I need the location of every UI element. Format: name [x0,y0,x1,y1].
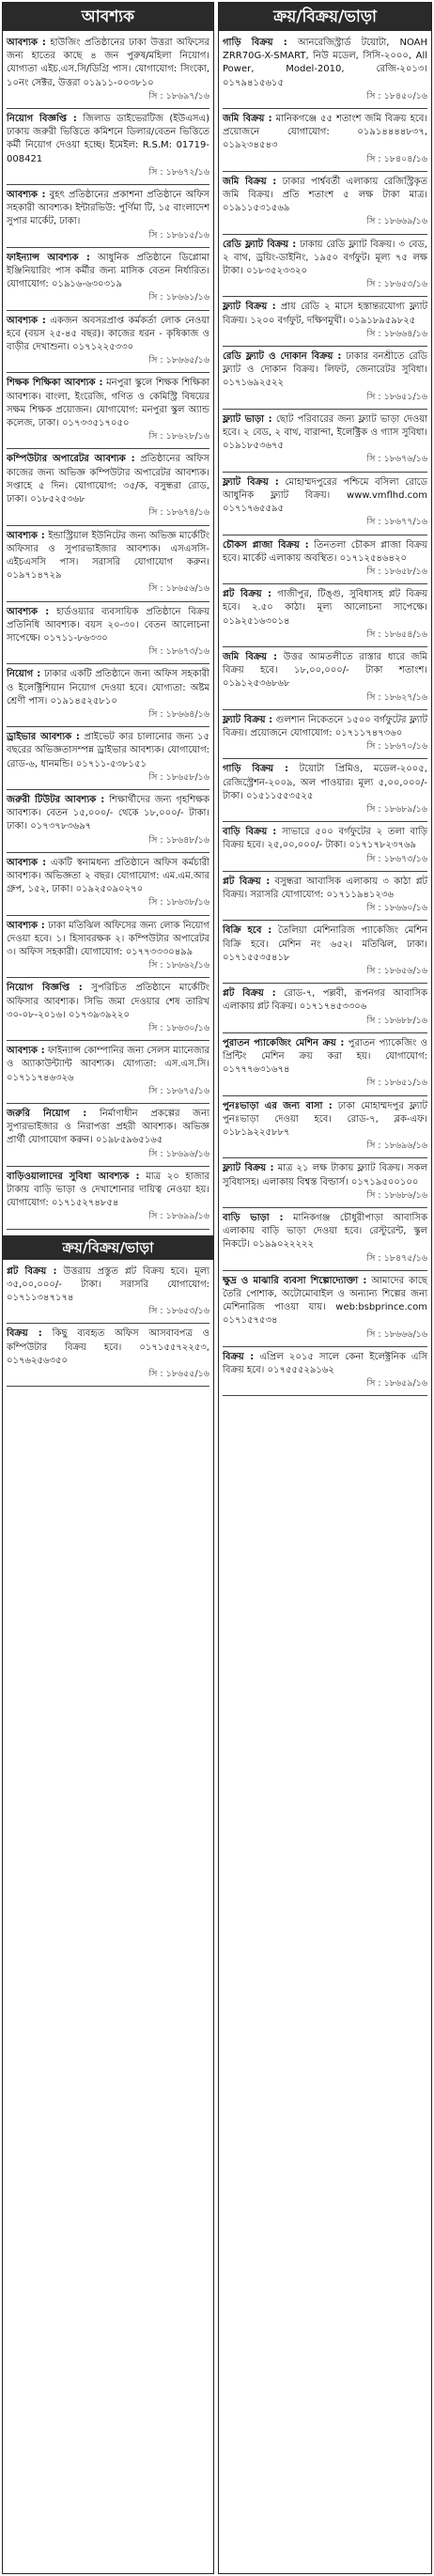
ad-keyword: প্লট বিক্রয় : [223,876,271,887]
ad-reference-code: সি : ১৮৬২৮/১৬ [148,431,209,442]
classified-ad [223,584,427,647]
classified-ad [7,978,209,1041]
ad-keyword: ফ্ল্যাট বিক্রয় : [223,476,279,488]
ad-reference-code: সি : ১৮৬৭৪/১৬ [148,507,209,519]
ad-text: মাত্র ২০ হাজার টাকায় বাড়ি ভাড়া ও দেখাশোনার দায়িত্ব নেওয়া হয়। যোগাযোগ: ০১৭১৫২৭৪৮৫৪ [7,1171,209,1209]
ad-keyword: বিক্রি হবে : [223,925,272,937]
ad-keyword: বিক্রয় : [223,1351,255,1362]
ad-reference-code: সি : ১৮৬৫৩/১৬ [366,279,427,290]
ad-reference-code: সি : ১৮৬৫১/১৬ [366,391,427,402]
ad-reference-code: সি : ১৮৬৯৭/১৬ [148,90,209,101]
ad-reference-code: সি : ১৮৬৫৮/১৬ [148,771,209,783]
ad-keyword: পুরাতন প্যাকেজিং মেশিন ক্রয় : [223,1037,345,1048]
left-column-header: আবশ্যক [3,3,213,31]
ad-text: আনরেজিস্ট্রার্ড টয়োটা, NOAH ZRR70G-X-SMART, নিউ মডেল, সিসি-২০০০, All Power, Model-2010, রেজি-২০১৩। ০১৭৯৪১৫৬১৫ [223,38,427,88]
ad-keyword: ড্রাইভার আবশ্যক : [7,732,80,743]
ad-text: আমাদের কাছে তৈরি পোশাক, অটোমোবাইল ও অন্যান্য শিল্পের জন্য মেশিনারিজ পাওয়া যায়। web:bsbprince.com ০১৭১৫৭৫৩৪ [223,1275,427,1327]
ad-keyword: রেডি ফ্ল্যাট ও দোকান বিক্রয় : [223,351,342,363]
right-ad-list [219,31,431,1396]
ad-reference-code: সি : ১৮৬৫৬/১৬ [148,583,209,595]
ad-reference-code: সি : ১৮৬৭৫/১৬ [148,1085,209,1096]
ad-keyword: নিয়োগ বিজ্ঞপ্তি : [7,983,83,994]
ad-text: ঢাকা মোহাম্মদপুর ফ্ল্যাট পুনঃভাড়া দেওয়া হবে। রোড-৭, ব্লক-এফ। ০১৮১৯২২৫৮৮৭ [223,1100,427,1139]
ad-reference-code: সি : ১৮৬৮৮/১৬ [366,1015,427,1026]
ad-reference-code: সি : ১৮৬৬০/১৬ [366,903,427,914]
ad-keyword: প্লট বিক্রয় : [223,988,276,1000]
ad-keyword: বাড়িওয়ালাদের সুবিধা আবশ্যক : [7,1171,140,1182]
ad-text: একজন অবসরপ্রাপ্ত কর্মকর্তা লোক নেওয়া হবে (বয়স ২৫-৪৫ বছর)। কাজের ধরন - কৃষিকাজ ও বাড়ীর দেখাশুনা। ০১৭১২২৫৩৩০ [7,315,209,353]
ad-keyword: ক্ষুদ্র ও মাঝারি ব্যবসা শিল্পোদ্যোক্তা : [223,1275,367,1286]
classified-ad [7,185,209,248]
ad-reference-code: সি : ১৮৪৭৫/১৬ [366,1252,427,1264]
classified-ad [7,602,209,665]
ad-reference-code: সি : ১৮৬৮৯/১৬ [366,803,427,815]
classified-ad [7,790,209,853]
ad-keyword: নিয়োগ : [7,669,41,680]
ad-text: হাউজিং প্রতিষ্ঠানের ঢাকা উত্তরা অফিসের জন্য হাতের কাছে ৪ জন পুরুষ/মহিলা নিয়োগ। যোগ্যতা এইচ.এস.সি/ডিগ্রি পাস। যোগাযোগ: সিংকো, ১০নং সেক্টর, উত্তরা ০১৯১১-০০৩৮১০ [7,38,210,88]
ad-reference-code: সি : ১৮৬৬৪/১৬ [148,708,209,720]
ad-reference-code: সি : ১৮৬৪৮/১৬ [148,834,209,846]
ad-keyword: জরুরী টিউটর আবশ্যক : [7,794,105,805]
ad-reference-code: সি : ১৮৬৭৩/১৬ [366,853,427,864]
ad-text: ঢাকার একটি প্রতিষ্ঠানে জন্য অফিস সহকারী ও ইলেক্ট্রিশিয়ান নিয়োগ দেওয়া হবে। যোগ্যতা: অষ্টম শ্রেণী পাস। ০১৯১৪৫২৫৮১০ [7,669,209,706]
ad-reference-code: সি : ১৮৬৯৬/১৬ [148,1148,209,1159]
ad-text: ইন্ডাস্ট্রিয়াল ইউনিটের জন্য অভিজ্ঞ মার্কেটিং অফিসার ও সুপারভাইজার আবশ্যক। এসএসসি-এইচএসসি পাস। সরাসরি যোগাযোগ করুন। ০১৯৭১৪৭২৯ [7,530,210,582]
ad-keyword: নিয়োগ বিজ্ঞপ্তি : [7,114,77,125]
ad-reference-code: সি : ১৮৬৩০/১৬ [148,1023,209,1033]
ad-keyword: চৌকস প্লাজা বিক্রয় : [223,539,309,551]
ad-text: প্রাইভেট কার চালানোর জন্য ১৫ বছরের অভিজ্ঞতাসম্পন্ন ড্রাইভার আবশ্যক। যোগাযোগ: রোড-৬, ধানমন্ডি। ০১৭১১-৫৩৮১৫১ [7,732,209,769]
classified-ad [7,664,209,727]
ad-text: হার্ডওয়্যার ব্যবসায়িক প্রতিষ্ঠানে বিক্রয় প্রতিনিধি আবশ্যক। বয়স ২০-৩০। বেতন আলোচনা সাপেক্ষে। ০১৭১১-৮৬৩৩০ [7,606,210,644]
classified-ad [7,373,209,449]
ad-text: একটি স্বনামধন্য প্রতিষ্ঠানে অফিস কর্মচারী আবশ্যক। অভিজ্ঞতা ২ বছর। যোগাযোগ: এম.এম.আর গ্রুপ, ১৫২, ঢাকা। ০১৯২৫০৯০২৭০ [7,857,209,895]
ad-reference-code: সি : ১৮৬৫৮/১৬ [366,566,427,577]
ad-reference-code: সি : ১৮৬৫৩/১৬ [148,1306,209,1317]
classified-ad [7,526,209,602]
classified-ad [223,872,427,922]
classified-ad [223,1271,427,1347]
classified-ad [7,311,209,374]
classified-ad [223,921,427,984]
ad-keyword: ফ্ল্যাট ভাড়া : [223,413,272,425]
classified-ad [223,33,427,109]
ad-text: ঢাকার পার্শ্ববর্তী এলাকায় রেজিস্ট্রিকৃত জমি বিক্রয়। প্রতি শতাংশ ৫ লক্ষ টাকা মাত্র। ০১৯১১৫৩১৫৬৯ [223,176,427,214]
ad-text: রোড-৭, পল্লবী, রূপনগর আবাসিক এলাকায় প্লট বিক্রয়। ০১৭১৭৪৫৩৩০৬ [223,988,427,1013]
left-column-wanted [2,2,214,2574]
ad-keyword: পুনঃভাড়া এর জন্য বাসা : [223,1100,333,1111]
ad-text: ঢাকায় রেডি ফ্ল্যাট বিক্রয়। ৩ বেড, ২ বাথ, ড্রয়িং-ডাইনিং, ১৯৫০ বর্গফুট। মূল্য ৭৫ লক্ষ টাকা। ০১৮৩৫২৩৩২০ [223,239,427,277]
ad-keyword: আবশ্যক : [7,606,50,617]
ad-text: উত্তর আমতলীতে রাস্তার ধারে জমি বিক্রয় হবে। ১৮,০০,০০০/- টাকা শতাংশ। ০১৯১২৫৩৬৮৬৮ [223,651,427,690]
classified-ad [223,297,427,347]
ad-text: টয়োটা প্রিমিও, মডেল-২০০৫, রেজিস্ট্রেশন-২০০৯, অল পাওয়ার। মূল্য ৫,০০,০০০/- টাকা। ০১৫১১৫৫৩৫২৫ [223,764,427,801]
ad-reference-code: সি : ১৮৬৯৯/১৬ [148,1211,209,1222]
classified-ad [7,33,209,109]
classified-ad [223,710,427,760]
ad-text: গাজীপুর, টিঙ্গু, সুবিধাসহ প্লট বিক্রয় হবে। ২.৫০ কাঠা। মূল্য আলোচনা সাপেক্ষে। ০১৯২৫১৬৩০১৪ [223,589,427,627]
classified-ad [223,172,427,235]
classified-ad [7,916,209,979]
ad-keyword: জমি বিক্রয় : [223,176,277,187]
ad-reference-code: সি : ১৮৬৫৫/১৬ [148,1369,209,1380]
ad-reference-code: সি : ১৮৬৫৯/১৬ [366,1378,427,1389]
classified-ad [223,822,427,872]
right-column-buy-sell-rent [218,2,432,2574]
ad-reference-code: সি : ১৮৬৬৫/১৬ [148,355,209,366]
ad-reference-code: সি : ১৮৬৬২/১৬ [148,960,209,971]
classified-ad [223,473,427,535]
ad-keyword: আবশ্যক : [7,190,46,201]
ad-reference-code: সি : ১৮৬৭২/১৬ [148,166,209,178]
ad-text: জিলাড ডাইভেরটিজ (ইউএসএ) ঢাকায় জরুরী ভিত্তিতে কমিশনে ডিলার/বেতন ভিত্তিতে কর্মী নিয়োগ দেওয়া হচ্ছে। ইমেইল: R.S.M: 01719-008421 [7,114,209,164]
ad-text: মোহাম্মদপুরের পশ্চিমে বসিলা রোডে আধুনিক ফ্ল্যাট বিক্রয়। www.vmflhd.com ০১৭১৭৬৫৫৯৫ [223,476,428,515]
ad-text: আধুনিক প্রতিষ্ঠানে ডিপ্লোমা ইঞ্জিনিয়ারিং পাস কর্মীর জন্য মাসিক বেতন নির্ধারিত। যোগাযোগ: ০১৯১৬-৬৩০৩১৯ [7,252,209,290]
ad-text: ছোট পরিবারের জন্য ফ্ল্যাট ভাড়া দেওয়া হবে। ২ বেড, ২ বাথ, বারান্দা, ইলেক্ট্রিক ও গ্যাস সুবিধা। ০১৯১৮৫৩৬৭৫ [223,413,427,452]
ad-keyword: রেডি ফ্ল্যাট বিক্রয় : [223,239,297,250]
ad-text: গুলশান নিকেতনে ১৫০০ বর্গফুটের ফ্ল্যাট বিক্রয়। প্রয়োজনে যোগাযোগ: ০১৭১১৭৪৭৩৬০ [223,714,427,738]
ad-keyword: গাড়ি বিক্রয় : [223,764,289,775]
classified-ad [223,1208,427,1271]
ad-keyword: আবশ্যক : [7,920,45,931]
left-ad-list [3,31,213,1387]
ad-reference-code: সি : ১৮৬৬১/১৬ [148,292,209,303]
ad-text: নির্মাণাধীন প্রকল্পের জন্য সুপারভাইজার ও নিরাপত্তা প্রহরী আবশ্যক। অভিজ্ঞ প্রার্থী যোগাযোগ করুন। ০১৯৮৫৯৬৫১৬৫ [7,1109,209,1146]
buy-sell-rent-bottom-section [7,1235,209,1388]
ad-text: কিছু ব্যবহৃত অফিস আসবাবপত্র ও কম্পিউটার বিক্রয় হবে। ০১৭১৫৫৭২২৫৩, ০১৭৬২৫৬৩৫০ [7,1328,209,1366]
classified-ad [7,248,209,311]
classified-ad [223,1347,427,1397]
ad-text: মানিকগঞ্জে ৫৫ শতাংশ জমি বিক্রয় হবে। প্রয়োজনে যোগাযোগ: ০১৯১৪৪৪৪৮৩৭, ০১৯২৩৪৫৪৩ [223,114,427,151]
right-column-header: ক্রয়/বিক্রয়/ভাড়া [219,3,431,31]
ad-text: উত্তরায় প্রস্তুত প্লট বিক্রয় হবে। মূল্য ৩৫,০০,০০০/- টাকা। সরাসরি যোগাযোগ: ০১৭১১৩৪৭১৭৪ [7,1265,209,1304]
ad-keyword: আবশ্যক : [7,38,46,48]
classified-ad [223,984,427,1033]
ad-keyword: বাড়ি বিক্রয় : [223,827,277,838]
classified-ad [7,853,209,916]
classified-ad [223,759,427,822]
classified-ad [223,1033,427,1096]
ad-reference-code: সি : ১৮৬৫১/১৬ [366,1078,427,1089]
classified-ad [223,347,427,410]
ad-keyword: ফ্ল্যাট বিক্রয় : [223,714,273,725]
ad-text: মনপুরা স্কুলে শিক্ষক শিক্ষিকা আবশ্যক। বাংলা, ইংরেজি, গণিত ও কেমিস্ট্রি বিষয়ের সক্ষম শিক্ষক প্রয়োজন। যোগাযোগ: মনপুরা স্কুল অ্যান্ড কলেজ, ঢাকা। ০১৭৩৩৫১৭০৫০ [7,378,210,429]
ad-text: সুপরিচিত প্রতিষ্ঠানে মার্কেটিং অফিসার আবশ্যক। সিভি জমা দেওয়ার শেষ তারিখ ৩০-০৮-২০১৬। ০১৭৩৯৩৯২২০ [7,983,210,1020]
ad-reference-code: সি : ১৮৬৬৪/১৬ [366,328,427,339]
ad-reference-code: সি : ১৮৬২৭/১৬ [366,691,427,703]
classified-ad [223,410,427,473]
ad-reference-code: সি : ১৮৬৬৯/১৬ [366,216,427,227]
ad-keyword: ফাইন্যান্স আবশ্যক : [7,252,90,263]
ad-reference-code: সি : ১৮৬৭৭/১৬ [366,517,427,528]
classified-ad [7,1324,209,1387]
classified-ad [7,1041,209,1104]
ad-keyword: শিক্ষক শিক্ষিকা আবশ্যক : [7,378,103,389]
ad-text: তিনতলা চৌকস প্লাজা বিক্রয় হবে। মার্কেট এলাকায় অবস্থিত। ০১৭১২৫৪৬৪২০ [223,539,427,564]
ad-keyword: জমি বিক্রয় : [223,651,278,662]
ad-text: মাত্র ২১ লক্ষ টাকায় ফ্ল্যাট বিক্রয়। সকল সুবিধাসহ। এলাকায় বিশ্বস্ত বিল্ডার্স। ০১৭১৯৫০০১০০ [223,1163,427,1187]
ad-reference-code: সি : ১৮৬১৫/১৬ [148,229,209,241]
ad-reference-code: সি : ১৮৬৮৬/১৬ [366,1189,427,1201]
classified-ad [7,1262,209,1325]
left-bottom-header: ক্রয়/বিক্রয়/ভাড়া [3,1235,213,1260]
classified-ad [7,1104,209,1167]
ad-text: পুরাতন প্যাকেজিং ও প্রিন্টিং মেশিন ক্রয় করা হয়। যোগাযোগ: ০১৭৭৭৬৩১৬৭৪ [223,1037,427,1076]
ad-keyword: আবশ্যক : [7,530,45,541]
ad-keyword: জমি বিক্রয় : [223,114,272,125]
ad-text: প্রায় রেডি ২ মাসে হস্তান্তরযোগ্য ফ্ল্যাট বিক্রয়। ১২০০ বর্গফুট, দক্ষিণমুখী। ০১৯১৮৯৫৯৮২৫ [223,302,427,326]
ad-text: তৈলিয়া মেশিনারিজ প্যাকেজিং মেশিন বিক্রি হবে। মেশিন নং ৬৫২। মতিঝিল, ঢাকা। ০১৭১৫৫৩৫৪১৮ [223,925,427,963]
ad-text: ঢাকা মতিঝিল অফিসের জন্য লোক নিয়োগ দেওয়া হবে। ১। হিসাবরক্ষক ২। কম্পিউটার অপারেটর ৩। অফিস সহকারী। যোগাযোগ: ০১৭৭৩৩৩০৪৯৯ [7,920,209,957]
ad-reference-code: সি : ১৮৬৩৮/১৬ [148,897,209,908]
ad-text: প্রতিষ্ঠানের অফিস কাজের জন্য অভিজ্ঞ কম্পিউটার অপারেটর আবশ্যক। সপ্তাহে ৫ দিন। যোগাযোগ: ৩৫/ক, বসুন্ধরা রোড, ঢাকা। ০১৮৫২৫৩৬৮ [7,454,209,505]
ad-text: বসুন্ধরা আবাসিক এলাকায় ৩ কাঠা প্লট বিক্রয়। সরাসরি যোগাযোগ: ০১৭১১৯৪১২৩৬ [223,876,427,900]
ad-reference-code: সি : ১৮৪৫০/১৬ [366,90,427,101]
ad-keyword: জরুরি নিয়োগ : [7,1109,87,1120]
classified-ad [223,109,427,172]
ad-keyword: গাড়ি বিক্রয় : [223,38,287,48]
ad-reference-code: সি : ১৮৬৭৬/১৬ [366,454,427,465]
classified-ad [7,1167,209,1230]
ad-keyword: ফ্ল্যাট বিক্রয় : [223,302,276,313]
classified-ad [223,535,427,585]
ad-reference-code: সি : ১৮৬৬৬/১৬ [366,1328,427,1340]
ad-text: বুহৎ প্রতিষ্ঠানের প্রকাশনা প্রতিষ্ঠানে অফিস সহকারী আবশ্যক। ইন্টারভিউ: পুর্ণিমা টি, ১৫ বাংলাদেশ সুপার মার্কেট, ঢাকা। [7,190,209,227]
ad-keyword: বিক্রয় : [7,1328,42,1340]
classified-ad [223,1096,427,1159]
classified-ad [7,449,209,525]
ad-text: ঢাকার বনশ্রীতে রেডি ফ্ল্যাট ও দোকান বিক্রয়। লিফট, জেনারেটর সুবিধা। ০১৭১৬৯২৫২২ [223,351,427,389]
ad-reference-code: সি : ১৮৬৭০/১৬ [366,741,427,753]
ad-keyword: ফ্ল্যাট বিক্রয় : [223,1163,274,1174]
classified-ad [7,727,209,790]
classified-ad [7,109,209,185]
ad-keyword: প্লট বিক্রয় : [7,1265,57,1277]
ad-text: এপ্রিল ২০১৫ সালে কেনা ইলেক্ট্রনিক এসি বিক্রয় হবে। ০১৭৫৫৫২৯১৬২ [223,1351,427,1376]
ad-keyword: আবশ্যক : [7,857,47,868]
ad-reference-code: সি : ১৮৪০৪/১৬ [366,153,427,164]
ad-text: শিক্ষার্থীদের জন্য গৃহশিক্ষক আবশ্যক। বেতন ১৫,০০০/- থেকে ১৮,০০০/- টাকা। ঢাকা। ০১৭৩৭৮৩৬৯৭ [7,794,210,832]
ad-text: মানিকগঞ্জ চৌধুরীপাড়া আবাসিক এলাকায় বাড়ি ভাড়া দেওয়া হবে। রেস্টুরেন্ট, স্কুল নিকটে। ০১৯৯০২২২২২ [223,1213,427,1250]
ad-reference-code: সি : ১৮৬৯৬/১৬ [366,1141,427,1152]
ad-reference-code: সি : ১৮৬৫৬/১৬ [366,965,427,976]
ad-keyword: আবশ্যক : [7,1046,45,1057]
ad-keyword: আবশ্যক : [7,315,46,326]
ad-keyword: প্লট বিক্রয় : [223,589,272,600]
classified-ad [223,647,427,710]
ad-keyword: কম্পিউটার অপারেটর আবশ্যক : [7,454,135,465]
ad-reference-code: সি : ১৮৬৫৪/১৬ [366,628,427,640]
ad-keyword: বাড়ি ভাড়া : [223,1213,284,1224]
classified-ad [223,1158,427,1208]
classified-ad [223,235,427,298]
ad-reference-code: সি : ১৮৬৭৩/১৬ [148,646,209,658]
ad-text: সাভারে ৫০০ বর্গফুটের ২ তলা বাড়ি বিক্রয় হবে। ২৫,০০,০০০/- টাকা। ০১৭১৭৮২৩৭৬৯ [223,827,428,851]
ad-text: ফাইন্যান্স কোম্পানির জন্য সেলস ম্যানেজার ও অ্যাকাউন্ট্যান্ট আবশ্যক। যোগ্যতা: এস.এস.সি। ০১৭১১৭৪৬৩২৬ [7,1046,209,1083]
